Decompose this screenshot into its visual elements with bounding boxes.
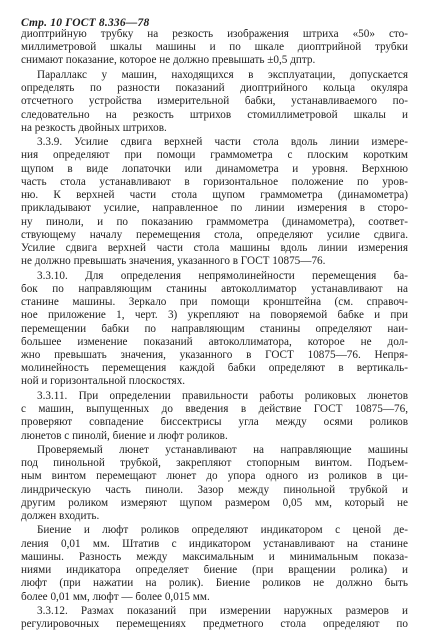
text-line: перемещении бабки по направляющим станины определяют наи- [21,323,408,335]
text-line: ню. К верхней части стола щупом граммометра (динамометра) [21,190,408,202]
text-line: должен входить. [21,511,100,522]
text-line: отсчетного устройства измерительной бабки, устанавливаемого по- [21,96,408,108]
text-line: ным винтом перемещают люнет до упора одного из роликов в ци- [21,471,408,483]
text-line: ния определяют при помощи граммометра с плоским коротким [21,150,408,162]
text-line: другим роликом измеряют щупом размером 0,05 мм, который не [21,497,408,509]
text-line: с машин, выпущенных до введения в действие ГОСТ 10875—76, [21,404,408,415]
text-line: определять по разности показаний диоптрийного кольца окуляра [21,83,408,95]
text-line: линдрическую часть пиноли. Зазор между пинольной трубкой и [21,484,408,496]
text-line: люнетов с пинолй, биение и люфт роликов. [21,430,228,442]
text-line: под пинольной трубкой, закрепляют стопорным винтом. Подъем- [21,458,408,470]
text-line: жно превышать значения, указанного в ГОСТ 10875—76. Непря- [21,349,408,361]
text-line: Параллакс у машин, находящихся в эксплуатации, допускается [37,69,408,81]
text-line: 3.3.10. Для определения непрямолинейности перемещения ба- [37,270,408,282]
text-line: прикладывают усилие, направленное по линии измерения в сторо- [21,203,408,215]
text-line: 3.3.9. Усилие сдвига верхней части стола вдоль линии измере- [37,137,408,149]
text-line: Проверяемый люнет устанавливают на направляющие машины [37,444,408,456]
text-line: снимают показание, которое не должно превышать ±0,5 дптр. [21,55,316,67]
text-line: часть стола устанавливают в горизонтальное положение по уров- [21,176,408,188]
text-line: миллиметровой шкалы машины и по шкале диоптрийной трубки [21,42,408,54]
text-line: не должно превышать значения, указанного в ГОСТ 10875—76. [21,256,326,268]
text-line: диоптрийную трубку на резкость изображения штриха «50» сто- [21,29,408,40]
text-line: ное приложение 1, черт. 3) укрепляют на поворяемой бабке и при [21,310,408,322]
page-header: Стр. 10 ГОСТ 8.336—78 [21,17,150,29]
text-line: Усилие сдвига верхней части стола машины вдоль линии измерения [21,243,408,254]
text-line: большее изменение показаний автоколлиматора, которое не дол- [21,336,408,348]
text-line: следовательно на резкость штрихов стомиллиметровой шкалы и [21,109,408,121]
text-line: ления 0,01 мм. Штатив с индикатором устанавливают на станине [21,538,408,550]
text-line: ниями индикатора определяет биение (при вращении ролика) и [21,565,408,577]
text-line: регулировочных перемещениях предметного стола определяют по [21,619,408,631]
text-line: молинейность перемещения каждой бабки определяют в вертикаль- [21,363,408,375]
text-line: бок по направляющим станины автоколлиматор устанавливают на [21,283,408,295]
text-line: 3.3.11. При определении правильности работы роликовых люнетов [37,390,408,402]
text-line: Биение и люфт роликов определяют индикатором с ценой де- [37,525,408,537]
text-line: люфт (при нажатии на ролик). Биение роликов не должно быть [21,578,408,590]
text-line: ну пиноли, и по показанию граммометра (динамометра), соответ- [21,216,408,228]
text-line: машины. Разность между максимальным и минимальным показа- [21,551,408,563]
text-line: станине машины. Зеркало при помощи кронштейна (см. справоч- [21,297,408,308]
text-line: на резкость двойных штрихов. [21,122,167,134]
text-line: проверяют совпадение биссектрисы угла между осями роликов [21,417,408,429]
text-line: щупом в виде лопаточки или динамометра и уровня. Верхнюю [21,163,408,175]
text-line: ствующему началу перемещения стола, определяют усилие сдвига. [21,229,408,241]
text-line: ной и горизонтальной плоскостях. [21,376,186,388]
text-line: 3.3.12. Размах показаний при измерении наружных размеров и [37,606,408,617]
text-line: более 0,01 мм, люфт — более 0,015 мм. [21,591,210,603]
